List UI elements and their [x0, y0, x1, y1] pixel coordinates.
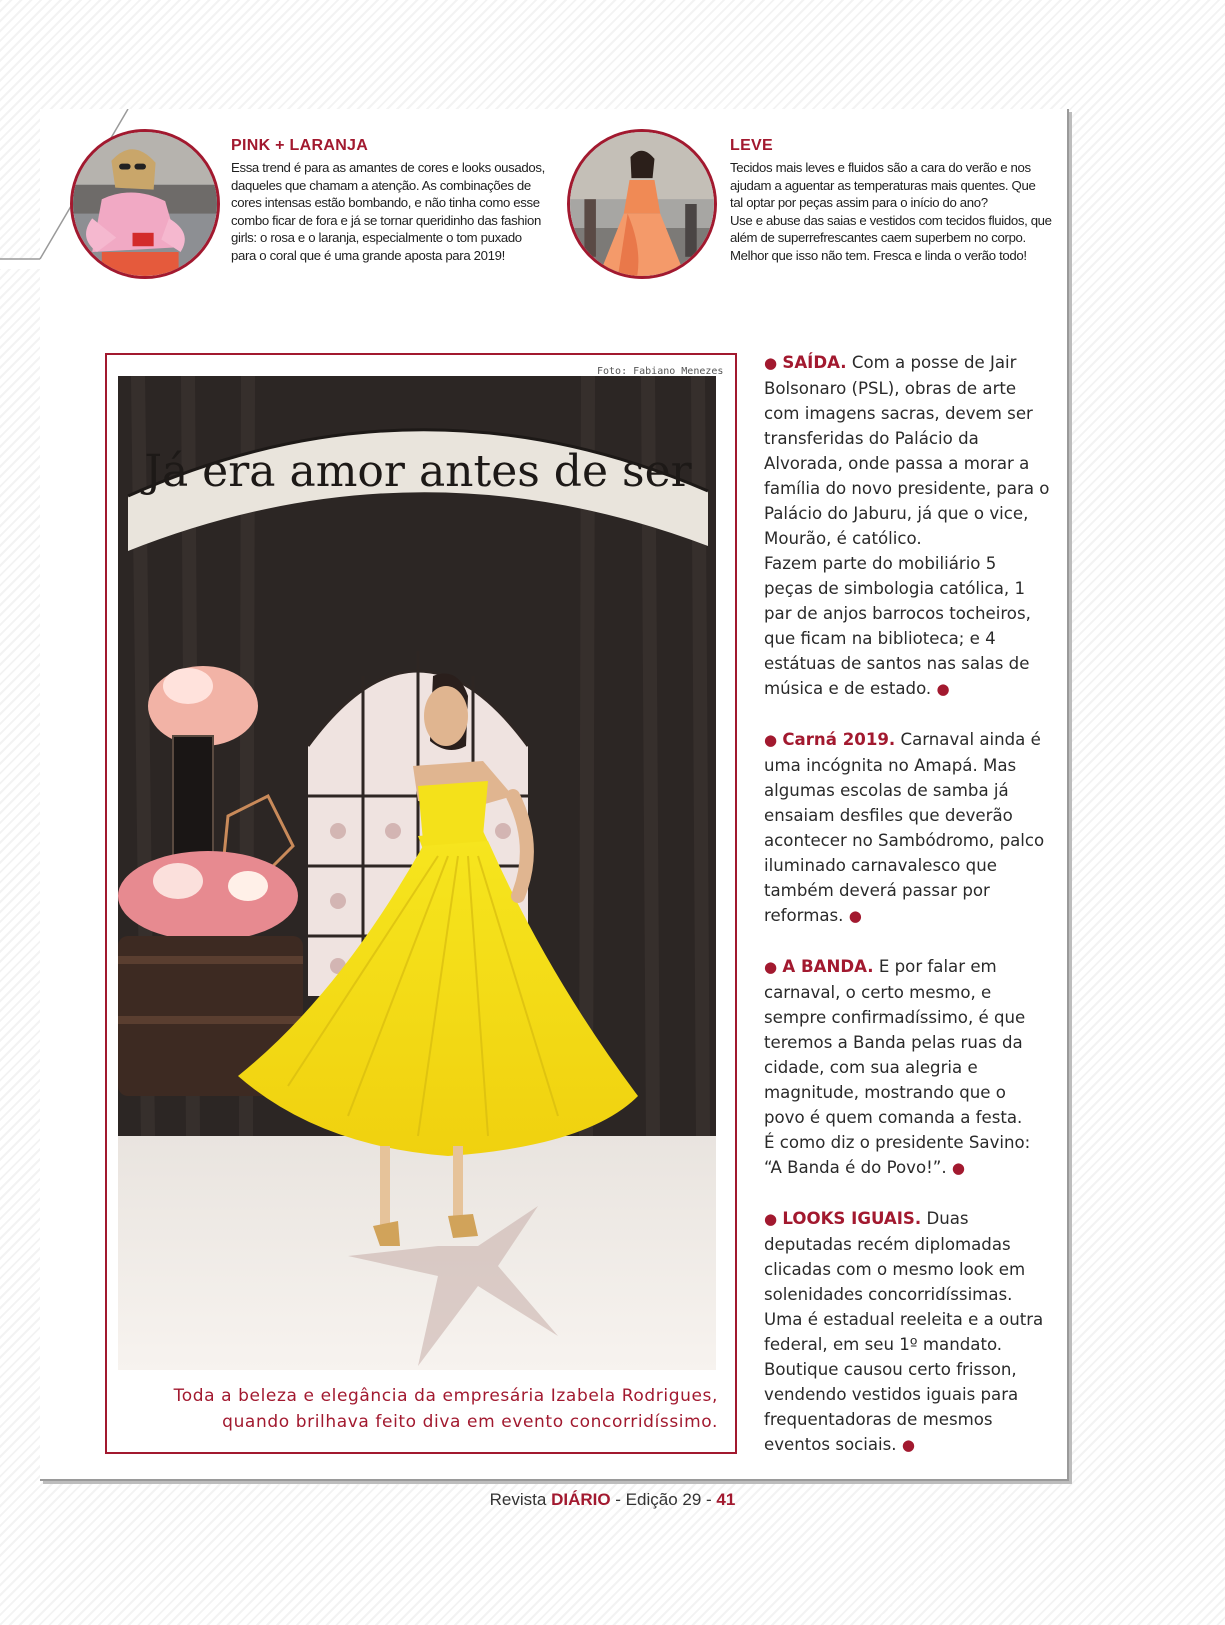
- text-line: ajudam a aguentar as temperaturas mais quentes. Que: [730, 177, 1036, 193]
- caption-line: quando brilhava feito diva em evento concorridíssimo.: [222, 1412, 718, 1432]
- text-line: estátuas de santos nas salas de: [764, 654, 1030, 673]
- page-number: 41: [716, 1490, 736, 1509]
- text-line: teremos a Banda pelas ruas da: [764, 1033, 1023, 1052]
- text-line: Com a posse de Jair: [851, 353, 1017, 372]
- text-line: acontecer no Sambódromo, palco: [764, 831, 1045, 850]
- bullet-icon: ●: [764, 1210, 778, 1228]
- text-line: Bolsonaro (PSL), obras de arte: [764, 379, 1017, 398]
- note-heading: LOOKS IGUAIS.: [782, 1209, 922, 1228]
- end-bullet-icon: ●: [951, 1159, 966, 1177]
- tip-light-title: LEVE: [730, 137, 773, 154]
- text-line: clicadas com o mesmo look em: [764, 1260, 1026, 1279]
- text-line: Boutique causou certo frisson,: [764, 1360, 1017, 1379]
- end-bullet-icon: ●: [901, 1436, 915, 1454]
- text-line: Alvorada, onde passa a morar a: [764, 454, 1030, 473]
- footer-prefix: Revista: [489, 1490, 547, 1509]
- text-line: par de anjos barrocos tocheiros,: [764, 604, 1031, 623]
- tip-pink-orange-text: [231, 159, 561, 265]
- text-line: música e de estado.: [764, 679, 932, 698]
- event-photo: [118, 376, 716, 1370]
- bullet-icon: ●: [764, 354, 778, 372]
- text-line: iluminado carnavalesco que: [764, 856, 997, 875]
- photo-credit: Foto: Fabiano Menezes: [597, 366, 724, 377]
- text-line: Duas: [926, 1209, 969, 1228]
- text-line: cidade, com sua alegria e: [764, 1058, 978, 1077]
- text-line: cores intensas estão bombando, e não tinha como esse: [231, 195, 540, 211]
- text-line: tal optar por peças assim para o início do ano?: [730, 195, 988, 211]
- end-bullet-icon: ●: [848, 907, 862, 925]
- text-line: ensaiam desfiles que deverão: [764, 806, 1013, 825]
- text-line: combo ficar de fora e já se tornar queridinho das fashion: [231, 212, 541, 228]
- text-line: Palácio do Jaburu, já que o vice,: [764, 504, 1029, 523]
- text-line: Uma é estadual reeleita e a outra: [764, 1310, 1044, 1329]
- event-photo-illustration: [118, 376, 716, 1370]
- page-footer: [0, 1490, 1225, 1510]
- note-carna-2019: [764, 727, 1064, 929]
- note-last-line: [764, 676, 1064, 702]
- text-line: frequentadoras de mesmos: [764, 1410, 993, 1429]
- text-line: com imagens sacras, devem ser: [764, 404, 1033, 423]
- text-line: “A Banda é do Povo!”.: [764, 1158, 947, 1177]
- text-line: E por falar em: [878, 957, 997, 976]
- text-line: transferidas do Palácio da: [764, 429, 979, 448]
- text-line: magnitude, mostrando que o: [764, 1083, 1006, 1102]
- text-line: federal, em seu 1º mandato.: [764, 1335, 1003, 1354]
- text-line: Use e abuse das saias e vestidos com tecidos fluidos, que: [730, 212, 1052, 228]
- note-looks-iguais: [764, 1206, 1064, 1458]
- note-saida: [764, 350, 1064, 702]
- text-line: Mourão, é católico.: [764, 529, 922, 548]
- text-line: carnaval, o certo mesmo, e: [764, 983, 992, 1002]
- note-first-line: [764, 727, 1064, 753]
- text-line: também deverá passar por: [764, 881, 990, 900]
- text-line: além de superrefrescantes caem superbem no corpo.: [730, 230, 1026, 246]
- text-line: eventos sociais.: [764, 1435, 897, 1454]
- text-line: Essa trend é para as amantes de cores e looks ousados,: [231, 160, 545, 175]
- photo-caption: [118, 1383, 718, 1435]
- end-bullet-icon: ●: [936, 680, 950, 698]
- note-last-line: [764, 1432, 1064, 1458]
- text-line: É como diz o presidente Savino:: [764, 1133, 1031, 1152]
- text-line: peças de simbologia católica, 1: [764, 579, 1025, 598]
- note-last-line: [764, 1155, 1064, 1181]
- tip-pink-orange-thumbnail: [70, 129, 220, 279]
- note-heading: Carná 2019.: [782, 730, 896, 749]
- text-line: que ficam na biblioteca; e 4: [764, 629, 996, 648]
- tip-pink-orange-title: PINK + LARANJA: [231, 137, 369, 154]
- tip-light-thumbnail: [567, 129, 717, 279]
- footer-edition: - Edição 29 -: [615, 1490, 712, 1509]
- text-line: Fazem parte do mobiliário 5: [764, 554, 997, 573]
- text-line: Tecidos mais leves e fluidos são a cara do verão e nos: [730, 160, 1031, 175]
- text-line: Melhor que isso não tem. Fresca e linda o verão todo!: [730, 247, 1027, 263]
- text-line: deputadas recém diplomadas: [764, 1235, 1011, 1254]
- text-line: girls: o rosa e o laranja, especialmente o tom puxado: [231, 230, 522, 246]
- note-first-line: [764, 954, 1064, 980]
- text-line: Carnaval ainda é: [900, 730, 1041, 749]
- note-heading: A BANDA.: [782, 957, 874, 976]
- text-line: família do novo presidente, para o: [764, 479, 1050, 498]
- text-line: daqueles que chamam a atenção. As combinações de: [231, 177, 531, 193]
- note-first-line: [764, 1206, 1064, 1232]
- text-line: sempre confirmadíssimo, é que: [764, 1008, 1026, 1027]
- text-line: algumas escolas de samba já: [764, 781, 1009, 800]
- notes-column: [764, 350, 1064, 1483]
- tip-light-text: [730, 159, 1060, 265]
- text-line: solenidades concorridíssimas.: [764, 1285, 1013, 1304]
- fashion-photo-orange-dress: [570, 132, 714, 276]
- footer-brand: DIÁRIO: [551, 1490, 611, 1509]
- text-line: reformas.: [764, 906, 844, 925]
- bullet-icon: ●: [764, 731, 778, 749]
- note-first-line: [764, 350, 1064, 376]
- text-line: uma incógnita no Amapá. Mas: [764, 756, 1017, 775]
- fashion-photo-pink: [73, 132, 217, 276]
- note-last-line: [764, 903, 1064, 929]
- bullet-icon: ●: [764, 958, 778, 976]
- note-heading: SAÍDA.: [782, 353, 847, 372]
- caption-line: Toda a beleza e elegância da empresária Izabela Rodrigues,: [173, 1386, 718, 1406]
- note-a-banda: [764, 954, 1064, 1181]
- text-line: para o coral que é uma grande aposta para 2019!: [231, 247, 505, 263]
- banner-text: Já era amor antes de ser: [144, 446, 692, 497]
- text-line: povo é quem comanda a festa.: [764, 1108, 1023, 1127]
- text-line: vendendo vestidos iguais para: [764, 1385, 1019, 1404]
